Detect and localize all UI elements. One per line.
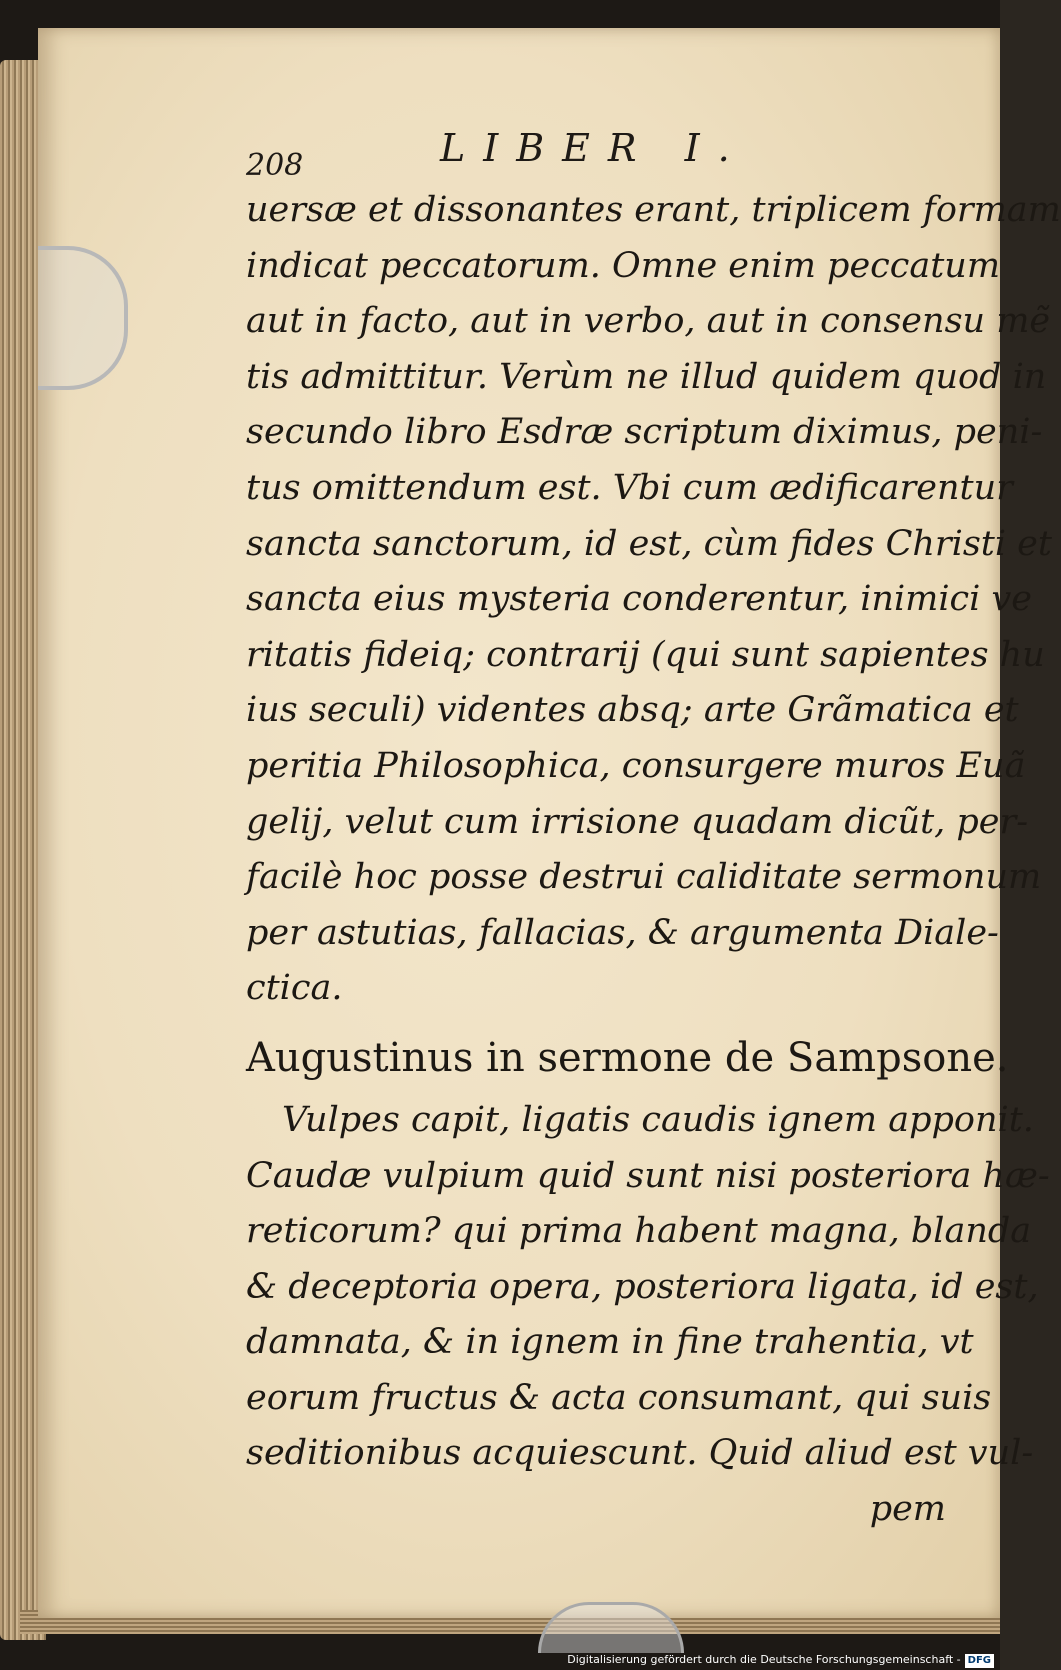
text-line: reticorum? qui prima habent magna, blanda <box>246 1211 1032 1252</box>
running-head: LIBER I. <box>440 126 748 170</box>
text-line: per astutias, fallacias, & argumenta Diale- <box>246 912 999 953</box>
text-line: aut in facto, aut in verbo, aut in consensu mẽ <box>246 301 1051 342</box>
text-line: Vulpes capit, ligatis caudis ignem apponit. <box>282 1099 1034 1140</box>
text-line: sancta sanctorum, id est, cùm fides Christi et <box>246 523 1052 564</box>
section-heading: Augustinus in sermone de Sampsone. <box>246 1034 1009 1081</box>
text-line: & deceptoria opera, posteriora ligata, id est, <box>246 1266 1039 1307</box>
text-line: secundo libro Esdræ scriptum diximus, peni- <box>246 412 1043 453</box>
text-line: tis admittitur. Verùm ne illud quidem quod in <box>246 356 1047 397</box>
text-line: gelij, velut cum irrisione quadam dicũt, per- <box>246 801 1029 842</box>
text-line: facilè hoc posse destrui caliditate sermonum <box>246 857 1042 898</box>
page-text <box>246 183 1061 1538</box>
text-line: eorum fructus & acta consumant, qui suis <box>246 1377 992 1418</box>
page-number: 208 <box>246 148 304 183</box>
text-line: ritatis fideiq; contrarij (qui sunt sapientes hu <box>246 634 1045 675</box>
text-line: tus omittendum est. Vbi cum ædificarentur <box>246 467 1013 508</box>
text-line: Caudæ vulpium quid sunt nisi posteriora hæ- <box>246 1155 1050 1196</box>
text-line: ctica. <box>246 968 343 1009</box>
dfg-logo: DFG <box>965 1654 994 1668</box>
text-line: seditionibus acquiescunt. Quid aliud est vul- <box>246 1433 1034 1474</box>
text-line: peritia Philosophica, consurgere muros Euã <box>246 745 1026 786</box>
text-line: indicat peccatorum. Omne enim peccatum <box>246 245 1001 286</box>
text-line: ius seculi) videntes absq; arte Grãmatica et <box>246 690 1019 731</box>
credit-text: Digitalisierung gefördert durch die Deutsche Forschungsgemeinschaft - <box>567 1653 961 1666</box>
text-line: uersæ et dissonantes erant, triplicem formam <box>246 190 1061 230</box>
digitization-credit <box>560 1650 1000 1670</box>
page-clip-left <box>38 246 128 390</box>
page-clip-bottom <box>538 1602 684 1653</box>
text-line: damnata, & in ignem in fine trahentia, vt <box>246 1322 974 1363</box>
catchword: pem <box>869 1489 946 1530</box>
text-line: sancta eius mysteria conderentur, inimici ve <box>246 579 1032 620</box>
